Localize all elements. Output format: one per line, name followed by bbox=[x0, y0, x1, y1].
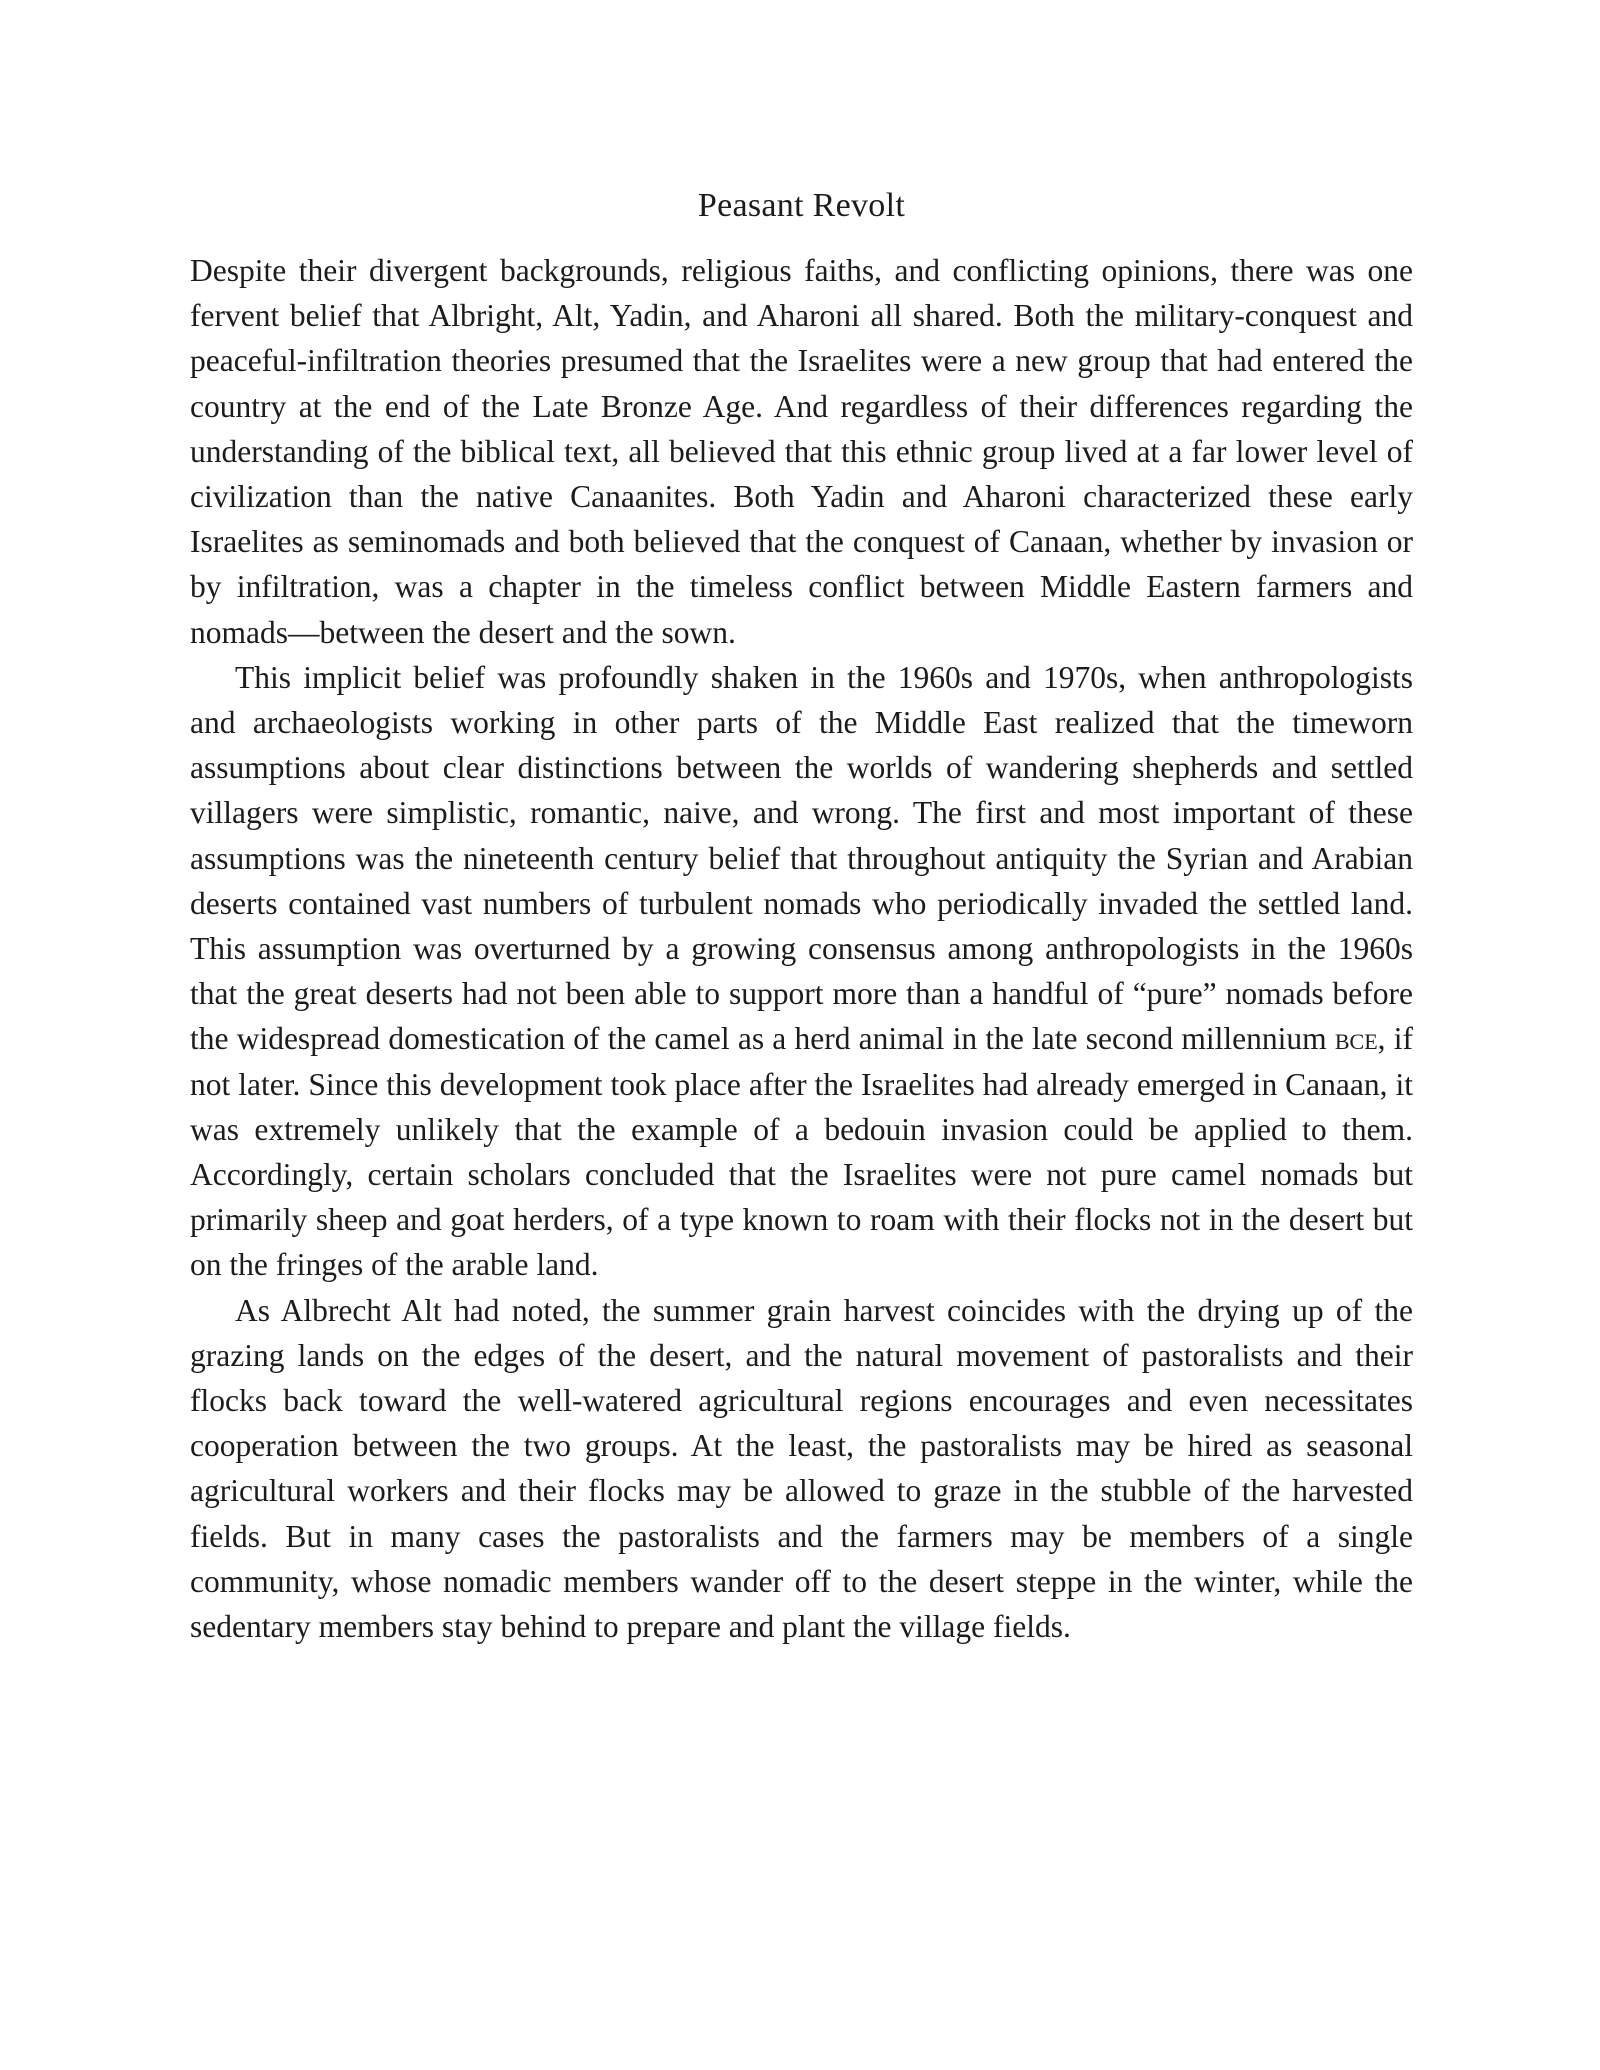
paragraph-2 bbox=[190, 655, 1413, 1288]
paragraph-2-text-after: , if not later. Since this development took place after the Israelites had already emerged in Canaan, it was extremely unlikely that the example of a bedouin invasion could be applied to them. Accordingly, certain scholars concluded that the Israelites were not pure camel nomads but primarily sheep and goat herders, of a type known to roam with their flocks not in the desert but on the fringes of the arable land. bbox=[190, 1021, 1413, 1283]
paragraph-3: As Albrecht Alt had noted, the summer grain harvest coincides with the drying up of the grazing lands on the edges of the desert, and the natural movement of pastoralists and their flocks back toward the well-watered agricultural regions encourages and even necessitates cooperation between the two groups. At the least, the pastoralists may be hired as seasonal agricultural workers and their flocks may be allowed to graze in the stubble of the harvested fields. But in many cases the pastoralists and the farmers may be members of a single community, whose nomadic members wander off to the desert steppe in the winter, while the sedentary members stay behind to prepare and plant the village fields. bbox=[190, 1292, 1413, 1645]
era-abbreviation: bce bbox=[1334, 1021, 1378, 1057]
book-page bbox=[190, 186, 1413, 1649]
paragraph-1: Despite their divergent backgrounds, religious faiths, and conflicting opinions, there was one fervent belief that Albright, Alt, Yadin, and Aharoni all shared. Both the military-conquest and peaceful-infiltration theories presumed that the Israelites were a new group that had entered the country at the end of the Late Bronze Age. And regardless of their differences regarding the understanding of the biblical text, all believed that this ethnic group lived at a far lower level of civilization than the native Canaanites. Both Yadin and Aharoni characterized these early Israelites as seminomads and both believed that the conquest of Canaan, whether by invasion or by infiltration, was a chapter in the timeless conflict between Middle Eastern farmers and nomads—between the desert and the sown. bbox=[190, 253, 1413, 650]
paragraph-2-text-before: This implicit belief was profoundly shaken in the 1960s and 1970s, when anthropologists and archaeologists working in other parts of the Middle East realized that the timeworn assumptions about clear distinctions between the worlds of wandering shepherds and settled villagers were simplistic, romantic, naive, and wrong. The first and most important of these assumptions was the nineteenth century belief that throughout antiquity the Syrian and Arabian deserts contained vast numbers of turbulent nomads who periodically invaded the settled land. This assumption was overturned by a growing consensus among anthropologists in the 1960s that the great deserts had not been able to support more than a handful of “pure” nomads before the widespread domestication of the camel as a herd animal in the late second millennium bbox=[190, 659, 1413, 1057]
section-heading: Peasant Revolt bbox=[697, 187, 906, 224]
